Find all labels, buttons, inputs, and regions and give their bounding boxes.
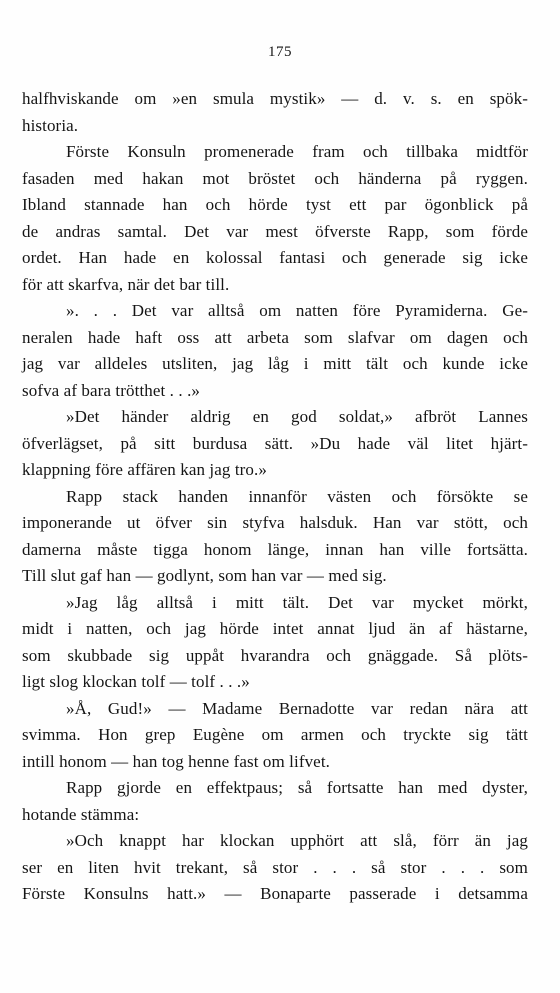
text-line: »Och knappt har klockan upphört att slå, förr än jag: [66, 831, 528, 850]
text-line: ser en liten hvit trekant, så stor . . . så stor . . . som: [22, 857, 528, 877]
text-line: »Det händer aldrig en god soldat,» afbröt Lannes: [66, 407, 528, 426]
text-line: klappning före affären kan jag tro.»: [22, 460, 267, 479]
body-text: [22, 86, 528, 908]
text-line: ». . . Det var alltså om natten före Pyramiderna. Ge-: [66, 301, 528, 320]
text-line: »Jag låg alltså i mitt tält. Det var mycket mörkt,: [66, 592, 528, 612]
text-line: neralen hade haft oss att arbeta som slafvar om dagen och: [22, 327, 528, 347]
text-line: ordet. Han hade en kolossal fantasi och generade sig icke: [22, 248, 528, 267]
text-line: midt i natten, och jag hörde intet annat ljud än af hästarne,: [22, 619, 528, 638]
text-line: Rapp gjorde en effektpaus; så fortsatte han med dyster,: [66, 778, 528, 797]
text-line: »Å, Gud!» — Madame Bernadotte var redan nära att: [66, 698, 528, 718]
text-line: som skubbade sig uppåt hvarandra och gnäggade. Så plöts-: [22, 645, 528, 665]
text-line: imponerande ut öfver sin styfva halsduk. Han var stött, och: [22, 513, 528, 532]
text-line: Till slut gaf han — godlynt, som han var — med sig.: [22, 566, 387, 585]
text-line: öfverlägset, på sitt burdusa sätt. »Du hade väl litet hjärt-: [22, 433, 528, 453]
text-line: de andras samtal. Det var mest öfverste Rapp, som förde: [22, 221, 528, 241]
text-line: svimma. Hon grep Eugène om armen och tryckte sig tätt: [22, 725, 528, 744]
text-line: Ibland stannade han och hörde tyst ett par ögonblick på: [22, 195, 528, 214]
text-line: ligt slog klockan tolf — tolf . . .»: [22, 672, 250, 691]
text-line: fasaden med hakan mot bröstet och händerna på ryggen.: [22, 168, 528, 188]
text-line: intill honom — han tog henne fast om lifvet.: [22, 751, 330, 771]
page-number: 175: [268, 44, 292, 60]
text-line: hotande stämma:: [22, 804, 140, 824]
text-line: damerna måste tigga honom länge, innan han ville fortsätta.: [22, 539, 528, 559]
text-line: halfhviskande om »en smula mystik» — d. v. s. en spök-: [22, 89, 528, 108]
text-line: för att skarfva, när det bar till.: [22, 274, 230, 294]
text-line: jag var alldeles utsliten, jag låg i mitt tält och kunde icke: [22, 354, 528, 373]
text-line: Förste Konsuln promenerade fram och tillbaka midtför: [66, 142, 528, 161]
text-line: historia.: [22, 115, 79, 135]
text-line: sofva af bara trötthet . . .»: [22, 380, 201, 400]
text-line: Förste Konsulns hatt.» — Bonaparte passerade i detsamma: [22, 884, 528, 903]
text-line: Rapp stack handen innanför västen och försökte se: [66, 486, 528, 506]
